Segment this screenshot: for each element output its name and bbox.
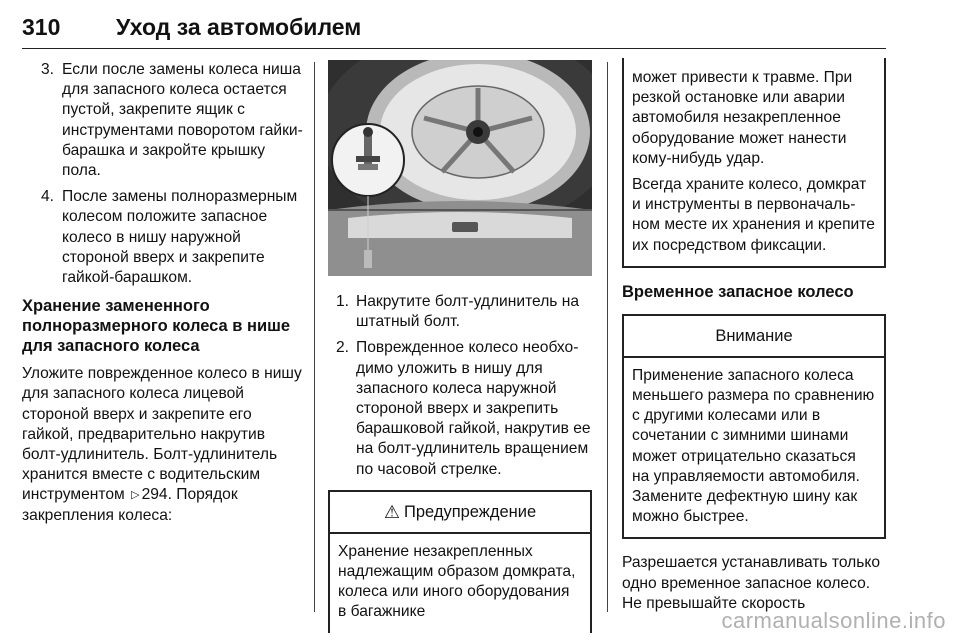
- warning-box: [328, 490, 592, 633]
- notice-title: Внимание: [715, 326, 793, 345]
- list-item: [22, 187, 306, 288]
- step-text: После замены полноразмерным колесом положите запасное колесо в нишу наружной стороной вверх и закрепите гайкой-барашком.: [62, 188, 298, 287]
- notice-box: [622, 314, 886, 540]
- spare-wheel-drawing: [328, 60, 592, 276]
- list-item: [328, 292, 592, 332]
- notice-body: [624, 358, 884, 538]
- warning-body: [330, 534, 590, 633]
- page-number: 310: [22, 14, 61, 40]
- header-rule: [22, 48, 886, 49]
- paragraph-text: Уложите поврежденное колесо в нишу для запасного колеса лицевой стороной вверх и закрепите его гайкой, предварительно накрутив болт-удлинитель. Болт-удлинитель хранится вместе с водительским инструментом: [22, 365, 302, 504]
- column-3: [622, 60, 886, 622]
- warning-header: [330, 492, 590, 534]
- step-list-1: [22, 60, 306, 288]
- column-divider-2: [607, 62, 608, 612]
- spare-wheel-illustration: [328, 60, 592, 276]
- page-reference-link[interactable]: 294: [141, 486, 168, 504]
- section-heading-temporary-spare: Временное запасное колесо: [622, 282, 854, 301]
- warning-text: может привести к травме. При резкой остановке или аварии автомобиля незакрепленное оборудование может нанести кому-нибудь удар.: [632, 69, 853, 167]
- step-number: 3.: [41, 61, 55, 78]
- step-text: Накрутите болт-удлинитель на штатный болт.: [356, 293, 580, 331]
- chapter-title: Уход за автомобилем: [116, 14, 362, 40]
- step-number: 2.: [336, 339, 350, 357]
- paragraph-text-end: . Порядок закрепления колеса:: [22, 486, 238, 524]
- page-header: [22, 6, 886, 50]
- step-text: Если после замены колеса ниша для запасного колеса остается пустой, закрепите ящик с инструментами поворотом гайки-барашка и закройте крышку пола.: [62, 61, 303, 180]
- step-number: 1.: [336, 293, 350, 310]
- warning-box-continued: [622, 58, 886, 268]
- column-divider-1: [314, 62, 315, 612]
- warning-triangle-icon: ⚠: [383, 501, 400, 522]
- notice-header: [624, 316, 884, 358]
- list-item: [22, 60, 306, 181]
- column-1: [22, 60, 306, 534]
- step-text: Поврежденное колесо необходимо уложить в нишу для запасного колеса наружной стороной вверх и закрепить барашковой гайкой, накрутив ее на болт-удлинитель вращением по часовой стрелке.: [356, 339, 591, 478]
- warning-title: Предупреждение: [403, 502, 537, 521]
- column-2: [328, 60, 592, 633]
- storage-paragraph: [22, 364, 306, 526]
- step-list-2: [328, 292, 592, 480]
- warning-text: Всегда храните колесо, домкрат и инструменты в первоначальном месте их хранения и крепите их посредством фиксации.: [632, 176, 875, 254]
- notice-text: Применение запасного колеса меньшего размера по сравнению с другими колесами или в сочетании с зимними шинами может отрицательно сказаться на управляемости автомобиля. Замените дефектную шину как можно быстрее.: [632, 366, 875, 526]
- section-heading-storage: Хранение замененного полноразмерного колеса в нише для запасного колеса: [22, 297, 291, 356]
- step-number: 4.: [41, 188, 55, 206]
- warning-body-continued: [624, 58, 884, 266]
- arrow-right-icon: ▷: [131, 489, 140, 502]
- temporary-spare-paragraph: Разрешается устанавливать только одно временное запасное колесо. Не превышайте скорость: [622, 554, 881, 612]
- list-item: [328, 338, 592, 479]
- watermark: carmanualsonline.info: [721, 608, 946, 633]
- warning-text: Хранение незакрепленных надлежащим образом домкрата, колеса или иного оборудования в багажнике: [338, 542, 576, 621]
